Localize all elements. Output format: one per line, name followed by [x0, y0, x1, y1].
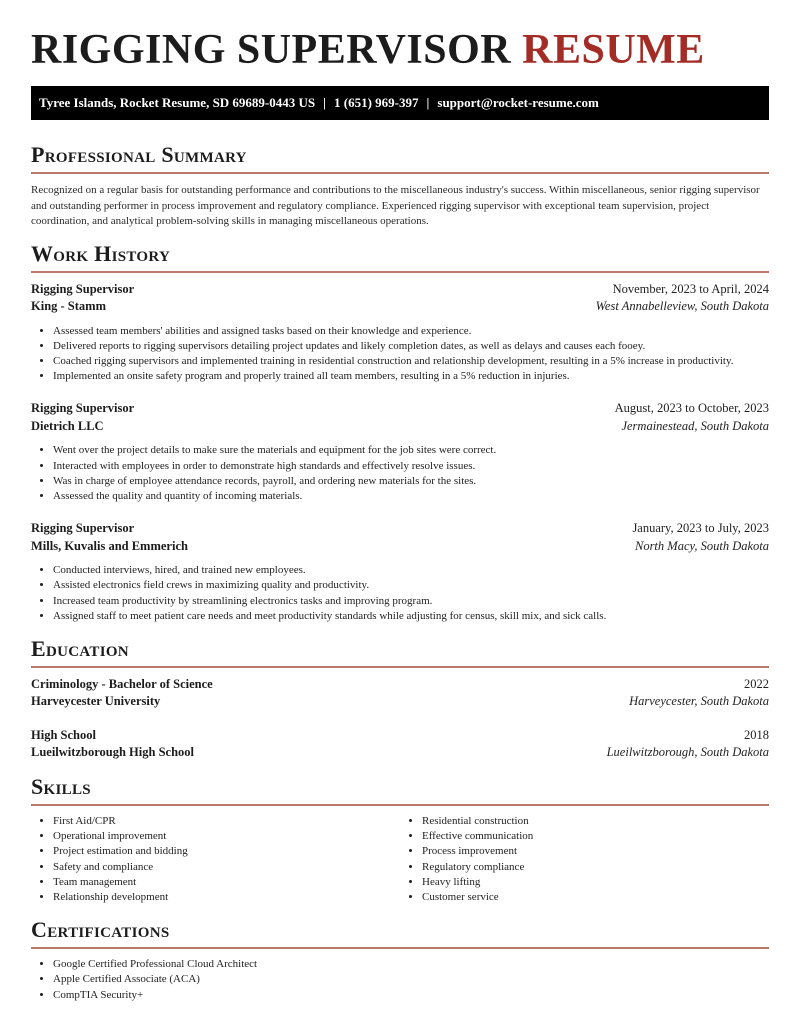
contact-phone: 1 (651) 969-397: [334, 95, 419, 110]
job-bullet: • Delivered reports to rigging supervisors detailing project updates and likely completion dates, as well as delays and causes each fooey.: [53, 339, 769, 354]
job-company-row: [31, 298, 769, 316]
skill-item: • Process improvement: [422, 844, 769, 859]
job-bullet: • Increased team productivity by streamlining electronics tasks and improving program.: [53, 594, 769, 609]
certification-item: • CompTIA Security+: [53, 988, 769, 1003]
resume-title: [31, 0, 769, 72]
job-entry: [31, 281, 769, 385]
skills-grid: [31, 806, 769, 905]
education-section: [31, 636, 769, 762]
job-bullets: [31, 563, 769, 624]
job-dates: August, 2023 to October, 2023: [614, 401, 769, 416]
skill-item: • Team management: [53, 875, 400, 890]
job-title: Rigging Supervisor: [31, 281, 135, 296]
education-location: Harveycester, South Dakota: [629, 694, 769, 709]
certification-item: • Google Certified Professional Cloud Architect: [53, 957, 769, 972]
education-entry: [31, 676, 769, 711]
section-divider: [31, 271, 769, 273]
job-dates: November, 2023 to April, 2024: [612, 281, 769, 296]
job-entry: [31, 520, 769, 624]
job-bullet: • Interacted with employees in order to demonstrate high standards and effectively resolve issues.: [53, 459, 769, 474]
job-bullet: • Assessed team members' abilities and assigned tasks based on their knowledge and experience.: [53, 324, 769, 339]
skills-list-right: [400, 814, 769, 905]
contact-email: support@rocket-resume.com: [437, 95, 599, 110]
certification-item: • Apple Certified Associate (ACA): [53, 972, 769, 987]
job-company: Mills, Kuvalis and Emmerich: [31, 538, 188, 553]
education-degree: Criminology - Bachelor of Science: [31, 676, 213, 691]
education-header-row: [31, 676, 769, 694]
job-bullets: [31, 443, 769, 504]
section-divider: [31, 666, 769, 668]
education-degree: High School: [31, 727, 96, 742]
skills-section: [31, 774, 769, 905]
job-company-row: [31, 418, 769, 436]
education-school: Lueilwitzborough High School: [31, 745, 194, 760]
work-heading: Work History: [31, 240, 171, 266]
skill-item: • Residential construction: [422, 814, 769, 829]
skill-item: • Effective communication: [422, 829, 769, 844]
contact-address: Tyree Islands, Rocket Resume, SD 69689-0443 US: [39, 95, 316, 110]
job-bullet: • Assigned staff to meet patient care needs and meet productivity standards while adjusting for census, skill mix, and sick calls.: [53, 609, 769, 624]
summary-heading: Professional Summary: [31, 142, 247, 167]
skill-item: • First Aid/CPR: [53, 814, 400, 829]
summary-section: [31, 142, 769, 230]
job-location: West Annabelleview, South Dakota: [595, 299, 769, 313]
job-header-row: [31, 281, 769, 299]
education-heading: Education: [31, 635, 129, 661]
contact-bar: [31, 86, 769, 120]
job-bullet: • Conducted interviews, hired, and trained new employees.: [53, 563, 769, 578]
job-bullet: • Assisted electronics field crews in maximizing quality and productivity.: [53, 578, 769, 593]
job-bullets: [31, 324, 769, 385]
job-company-row: [31, 538, 769, 556]
skill-item: • Project estimation and bidding: [53, 844, 400, 859]
education-entry: [31, 727, 769, 762]
education-school-row: [31, 744, 769, 762]
education-year: 2022: [744, 676, 769, 691]
job-title: Rigging Supervisor: [31, 521, 135, 536]
work-section: [31, 241, 769, 624]
skills-list-left: [31, 814, 400, 905]
job-bullet: • Implemented an onsite safety program and properly trained all team members, resulting in a 5% reduction in injuries.: [53, 369, 769, 384]
education-year: 2018: [744, 727, 769, 742]
job-bullet: • Assessed the quality and quantity of incoming materials.: [53, 489, 769, 504]
certifications-heading: Certifications: [31, 917, 170, 943]
title-accent: RESUME: [522, 27, 705, 73]
skills-heading: Skills: [31, 773, 91, 799]
job-company: Dietrich LLC: [31, 418, 104, 433]
education-school-row: [31, 693, 769, 711]
section-divider: [31, 947, 769, 949]
education-location: Lueilwitzborough, South Dakota: [606, 745, 769, 760]
job-bullet: • Went over the project details to make sure the materials and equipment for the job sites were correct.: [53, 443, 769, 458]
contact-separator: |: [323, 95, 327, 110]
job-dates: January, 2023 to July, 2023: [632, 521, 769, 536]
job-title: Rigging Supervisor: [31, 401, 135, 416]
job-bullet: • Coached rigging supervisors and implemented training in residential construction and relationship development, resulting in a 5% increase in productivity.: [53, 354, 769, 369]
skill-item: • Regulatory compliance: [422, 860, 769, 875]
job-company: King - Stamm: [31, 299, 106, 313]
job-header-row: [31, 400, 769, 418]
education-school: Harveycester University: [31, 694, 161, 709]
section-divider: [31, 172, 769, 174]
summary-text: Recognized on a regular basis for outstanding performance and contributions to the miscellaneous industry's success. Within miscellaneous, senior rigging supervisor and outstanding performer in process improvement and regulatory compliance. Experienced rigging supervisor with exceptional team supervision, project coordination, and analytical problem-solving skills in managing miscellaneous operations.: [31, 184, 760, 227]
certifications-list: [31, 957, 769, 1003]
skill-item: • Customer service: [422, 890, 769, 905]
job-entry: [31, 400, 769, 504]
job-location: North Macy, South Dakota: [634, 538, 769, 553]
job-location: Jermainestead, South Dakota: [621, 418, 769, 433]
skill-item: • Heavy lifting: [422, 875, 769, 890]
job-header-row: [31, 520, 769, 538]
contact-separator: |: [426, 95, 430, 110]
certifications-section: [31, 917, 769, 1003]
job-bullet: • Was in charge of employee attendance records, payroll, and ordering new materials for the sites.: [53, 474, 769, 489]
skill-item: • Relationship development: [53, 890, 400, 905]
skill-item: • Operational improvement: [53, 829, 400, 844]
skill-item: • Safety and compliance: [53, 860, 400, 875]
education-header-row: [31, 727, 769, 745]
title-main: RIGGING SUPERVISOR: [31, 27, 512, 73]
